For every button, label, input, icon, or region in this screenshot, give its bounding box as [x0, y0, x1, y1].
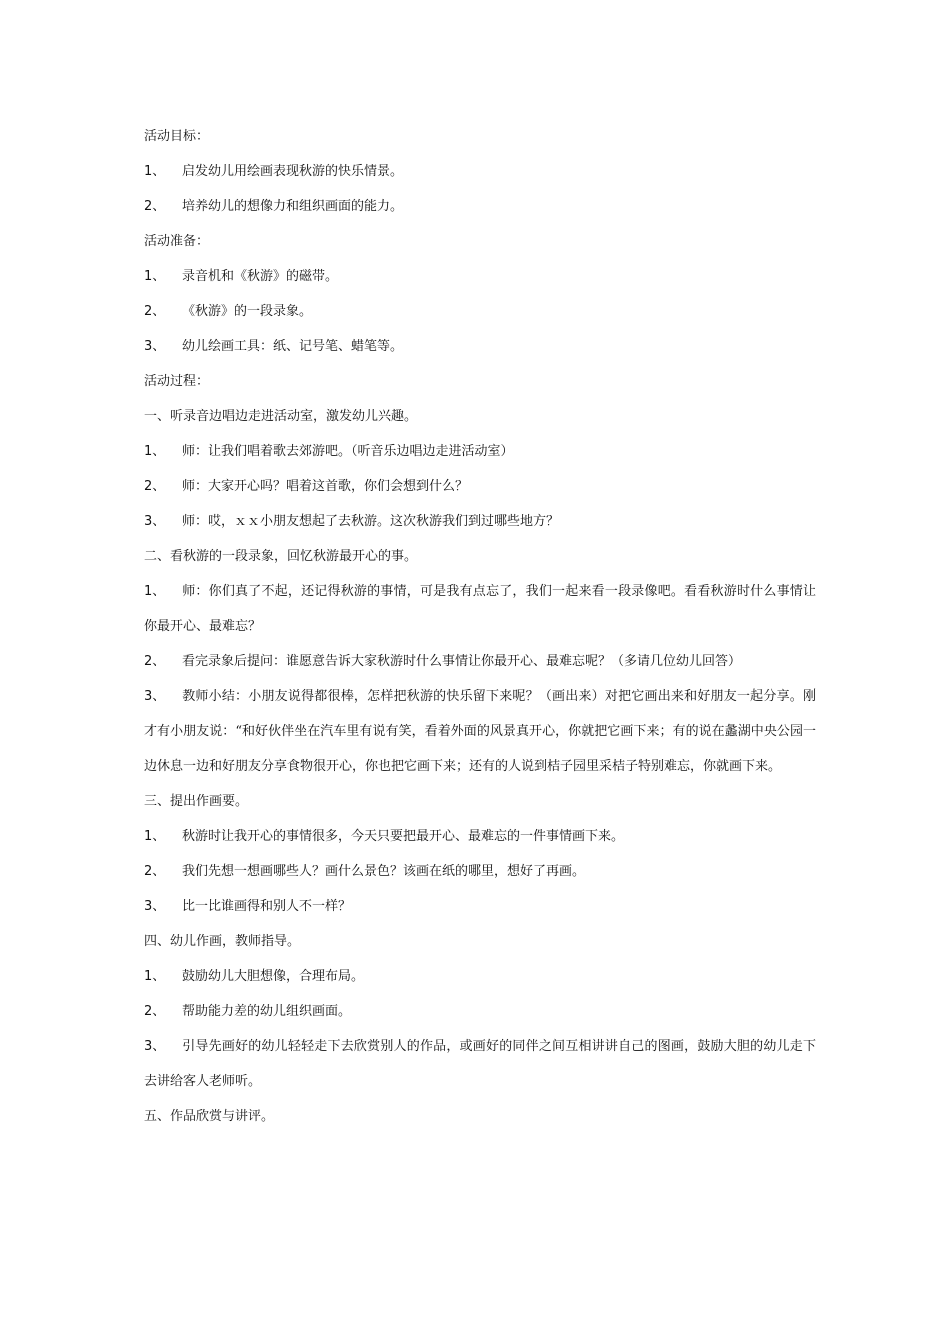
item-number: 2、: [144, 864, 166, 879]
item-text: 帮助能力差的幼儿组织画面。: [182, 1004, 352, 1019]
item-number: 1、: [144, 164, 166, 179]
item-text: 引导先画好的幼儿轻轻走下去欣赏别人的作品，或画好的同伴之间互相讲讲自己的图画，鼓励大胆的幼儿走下去讲给客人老师听。: [144, 1039, 816, 1089]
goal-heading: 活动目标：: [144, 129, 210, 144]
item-text: 教师小结：小朋友说得都很棒，怎样把秋游的快乐留下来呢？（画出来）对把它画出来和好朋友一起分享。刚才有小朋友说：“和好伙伴坐在汽车里有说有笑，看着外面的风景真开心，你就把它画下来；有的说在蠡湖中央公园一边休息一边和好朋友分享食物很开心，你也把它画下来；还有的人说到桔子园里采桔子特别难忘，你就画下来。: [144, 689, 816, 774]
item-number: 1、: [144, 829, 166, 844]
item-number: 3、: [144, 899, 166, 914]
item-text: 师：哎，ｘｘ小朋友想起了去秋游。这次秋游我们到过哪些地方？: [182, 514, 560, 529]
process-item: [144, 889, 816, 924]
item-text: 秋游时让我开心的事情很多，今天只要把最开心、最难忘的一件事情画下来。: [182, 829, 625, 844]
item-text: 鼓励幼儿大胆想像，合理布局。: [182, 969, 365, 984]
process-item: [144, 574, 816, 644]
process-item: [144, 644, 816, 679]
item-number: 1、: [144, 584, 166, 599]
item-number: 3、: [144, 1039, 166, 1054]
item-number: 2、: [144, 654, 166, 669]
item-number: 3、: [144, 689, 166, 704]
prep-item: [144, 294, 816, 329]
section-title: 三、提出作画要。: [144, 794, 249, 809]
process-item: [144, 854, 816, 889]
item-text: 比一比谁画得和别人不一样？: [182, 899, 352, 914]
item-text: 师：让我们唱着歌去郊游吧。（听音乐边唱边走进活动室）: [182, 444, 514, 459]
item-text: 我们先想一想画哪些人？画什么景色？该画在纸的哪里，想好了再画。: [182, 864, 586, 879]
process-item: [144, 959, 816, 994]
goal-item: [144, 154, 816, 189]
item-text: 师：你们真了不起，还记得秋游的事情，可是我有点忘了，我们一起来看一段录像吧。看看秋游时什么事情让你最开心、最难忘？: [144, 584, 816, 634]
process-item: [144, 1029, 816, 1099]
process-item: [144, 469, 816, 504]
item-text: 录音机和《秋游》的磁带。: [182, 269, 339, 284]
prep-item: [144, 259, 816, 294]
item-number: 1、: [144, 269, 166, 284]
process-item: [144, 819, 816, 854]
item-text: 看完录象后提问：谁愿意告诉大家秋游时什么事情让你最开心、最难忘呢？（多请几位幼儿回答）: [182, 654, 742, 669]
section-title: 四、幼儿作画，教师指导。: [144, 934, 301, 949]
process-item: [144, 679, 816, 784]
prep-item: [144, 329, 816, 364]
item-text: 《秋游》的一段录象。: [182, 304, 313, 319]
item-text: 师：大家开心吗？唱着这首歌，你们会想到什么？: [182, 479, 469, 494]
section-title: 二、看秋游的一段录象，回忆秋游最开心的事。: [144, 549, 418, 564]
section-title: 一、听录音边唱边走进活动室，激发幼儿兴趣。: [144, 409, 418, 424]
process-heading: 活动过程：: [144, 374, 210, 389]
item-number: 2、: [144, 304, 166, 319]
process-item: [144, 434, 816, 469]
item-text: 培养幼儿的想像力和组织画面的能力。: [182, 199, 404, 214]
process-item: [144, 994, 816, 1029]
item-number: 2、: [144, 1004, 166, 1019]
document-page: [144, 119, 816, 1134]
section-title: 五、作品欣赏与讲评。: [144, 1109, 275, 1124]
prep-heading: 活动准备：: [144, 234, 210, 249]
item-text: 启发幼儿用绘画表现秋游的快乐情景。: [182, 164, 404, 179]
item-number: 1、: [144, 444, 166, 459]
item-number: 2、: [144, 479, 166, 494]
item-number: 2、: [144, 199, 166, 214]
item-number: 3、: [144, 339, 166, 354]
process-item: [144, 504, 816, 539]
goal-item: [144, 189, 816, 224]
item-number: 3、: [144, 514, 166, 529]
item-text: 幼儿绘画工具：纸、记号笔、蜡笔等。: [182, 339, 404, 354]
item-number: 1、: [144, 969, 166, 984]
